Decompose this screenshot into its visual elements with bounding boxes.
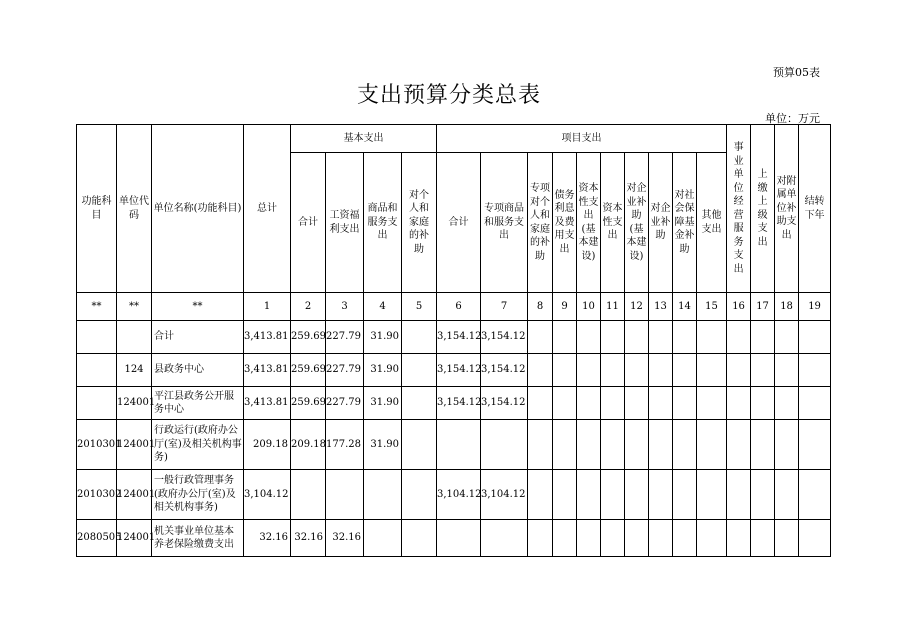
cell-proj-goods: 3,154.12 (481, 354, 528, 387)
col-proj-capital: 资本 性支 出 (601, 153, 625, 293)
cell-total: 3,413.81 (244, 387, 291, 420)
empty-cell (553, 321, 577, 354)
empty-cell (577, 321, 601, 354)
unit-label: 单位：万元 (765, 112, 820, 125)
col-proj-capital-build: 资本 性支 出 (基 本建 设) (577, 153, 601, 293)
column-number-cell: 1 (244, 293, 291, 321)
column-number-cell: 16 (727, 293, 751, 321)
empty-cell (799, 420, 831, 470)
empty-cell (751, 354, 775, 387)
empty-cell (673, 321, 697, 354)
empty-cell (727, 470, 751, 520)
cell-basic-wage (326, 470, 364, 520)
col-proj-total: 合计 (437, 153, 481, 293)
empty-cell (528, 321, 553, 354)
empty-cell (697, 321, 727, 354)
empty-cell (528, 387, 553, 420)
empty-cell (577, 387, 601, 420)
empty-cell (673, 470, 697, 520)
empty-cell (553, 387, 577, 420)
empty-cell (625, 354, 649, 387)
cell-func-code: 2010301 (77, 420, 117, 470)
cell-proj-goods (481, 420, 528, 470)
empty-cell (799, 354, 831, 387)
empty-cell (649, 387, 673, 420)
col-biz-unit: 事 业 单 位 经 营 服 务 支 出 (727, 125, 751, 293)
empty-cell (673, 387, 697, 420)
column-number-cell: 17 (751, 293, 775, 321)
empty-cell (649, 470, 673, 520)
empty-cell (402, 420, 437, 470)
cell-basic-goods (364, 520, 402, 557)
empty-cell (727, 387, 751, 420)
cell-basic-wage: 177.28 (326, 420, 364, 470)
cell-basic-total: 32.16 (291, 520, 326, 557)
empty-cell (697, 470, 727, 520)
cell-name: 县政务中心 (152, 354, 244, 387)
col-total: 总计 (244, 125, 291, 293)
col-unit-code: 单位代 码 (117, 125, 152, 293)
cell-basic-total: 259.69 (291, 321, 326, 354)
empty-cell (649, 321, 673, 354)
empty-cell (625, 321, 649, 354)
empty-cell (553, 520, 577, 557)
col-proj-social: 对社 会保 障基 金补 助 (673, 153, 697, 293)
column-number-cell: 7 (481, 293, 528, 321)
empty-cell (601, 420, 625, 470)
column-number-cell: ** (152, 293, 244, 321)
empty-cell (528, 520, 553, 557)
cell-name: 机关事业单位基本养老保险缴费支出 (152, 520, 244, 557)
empty-cell (625, 470, 649, 520)
empty-cell (727, 520, 751, 557)
empty-cell (673, 520, 697, 557)
column-number-cell: 6 (437, 293, 481, 321)
column-number-cell: 19 (799, 293, 831, 321)
empty-cell (751, 321, 775, 354)
empty-cell (727, 420, 751, 470)
column-number-cell: 5 (402, 293, 437, 321)
column-number-cell: 14 (673, 293, 697, 321)
cell-proj-total: 3,154.12 (437, 387, 481, 420)
group-basic: 基本支出 (291, 125, 437, 153)
column-number-cell: 18 (775, 293, 799, 321)
empty-cell (402, 520, 437, 557)
cell-unit-code: 124001 (117, 520, 152, 557)
cell-basic-wage: 227.79 (326, 387, 364, 420)
empty-cell (528, 420, 553, 470)
col-unit-name: 单位名称(功能科目) (152, 125, 244, 293)
cell-func-code: 2010302 (77, 470, 117, 520)
cell-name: 平江县政务公开服务中心 (152, 387, 244, 420)
empty-cell (601, 321, 625, 354)
cell-total: 3,413.81 (244, 321, 291, 354)
cell-basic-goods: 31.90 (364, 354, 402, 387)
col-proj-personal: 专项 对个 人和 家庭 的补 助 (528, 153, 553, 293)
empty-cell (751, 387, 775, 420)
column-number-cell: 12 (625, 293, 649, 321)
column-number-cell: 3 (326, 293, 364, 321)
column-number-cell: 15 (697, 293, 727, 321)
empty-cell (577, 354, 601, 387)
cell-proj-goods: 3,154.12 (481, 387, 528, 420)
cell-basic-total: 259.69 (291, 387, 326, 420)
empty-cell (649, 520, 673, 557)
column-number-cell: 10 (577, 293, 601, 321)
col-proj-other: 其他 支出 (697, 153, 727, 293)
group-project: 项目支出 (437, 125, 727, 153)
empty-cell (751, 520, 775, 557)
empty-cell (799, 387, 831, 420)
empty-cell (577, 470, 601, 520)
empty-cell (697, 387, 727, 420)
empty-cell (697, 420, 727, 470)
page-title: 支出预算分类总表 (356, 83, 541, 108)
empty-cell (601, 520, 625, 557)
empty-cell (727, 354, 751, 387)
empty-cell (799, 321, 831, 354)
empty-cell (625, 387, 649, 420)
empty-cell (402, 321, 437, 354)
column-number-cell: 9 (553, 293, 577, 321)
col-basic-total: 合计 (291, 153, 326, 293)
empty-cell (775, 321, 799, 354)
column-number-cell: ** (117, 293, 152, 321)
empty-cell (649, 420, 673, 470)
col-basic-goods: 商品和 服务支 出 (364, 153, 402, 293)
cell-proj-total: 3,104.12 (437, 470, 481, 520)
empty-cell (528, 354, 553, 387)
empty-cell (775, 470, 799, 520)
cell-total: 3,413.81 (244, 354, 291, 387)
empty-cell (601, 470, 625, 520)
cell-total: 3,104.12 (244, 470, 291, 520)
empty-cell (528, 470, 553, 520)
column-number-cell: 11 (601, 293, 625, 321)
cell-basic-wage: 227.79 (326, 354, 364, 387)
cell-unit-code: 124 (117, 354, 152, 387)
cell-name: 合计 (152, 321, 244, 354)
cell-proj-goods (481, 520, 528, 557)
cell-basic-total: 259.69 (291, 354, 326, 387)
cell-name: 行政运行(政府办公厅(室)及相关机构事务) (152, 420, 244, 470)
empty-cell (553, 470, 577, 520)
cell-total: 32.16 (244, 520, 291, 557)
column-number-cell: ** (77, 293, 117, 321)
empty-cell (673, 354, 697, 387)
cell-basic-goods: 31.90 (364, 420, 402, 470)
table-row (77, 420, 831, 470)
cell-proj-total: 3,154.12 (437, 354, 481, 387)
empty-cell (601, 387, 625, 420)
col-carry: 结转 下年 (799, 125, 831, 293)
table-row (77, 387, 831, 420)
column-number-cell: 8 (528, 293, 553, 321)
form-number: 预算05表 (773, 66, 820, 79)
cell-proj-total (437, 520, 481, 557)
col-upper: 上 缴 上 级 支 出 (751, 125, 775, 293)
cell-func-code (77, 354, 117, 387)
empty-cell (751, 420, 775, 470)
table-row (77, 321, 831, 354)
column-number-row (77, 293, 831, 321)
cell-basic-total (291, 470, 326, 520)
empty-cell (402, 354, 437, 387)
empty-cell (697, 520, 727, 557)
cell-unit-code (117, 321, 152, 354)
cell-basic-goods: 31.90 (364, 387, 402, 420)
table-row (77, 470, 831, 520)
cell-func-code (77, 387, 117, 420)
empty-cell (601, 354, 625, 387)
col-proj-debt: 债务 利息 及费 用支 出 (553, 153, 577, 293)
col-affiliate: 对附 属单 位补 助支 出 (775, 125, 799, 293)
cell-basic-wage: 227.79 (326, 321, 364, 354)
empty-cell (625, 420, 649, 470)
empty-cell (775, 520, 799, 557)
col-proj-goods: 专项商品 和服务支 出 (481, 153, 528, 293)
empty-cell (775, 387, 799, 420)
col-basic-personal: 对个 人和 家庭 的补 助 (402, 153, 437, 293)
empty-cell (799, 470, 831, 520)
cell-basic-goods (364, 470, 402, 520)
empty-cell (649, 354, 673, 387)
cell-proj-goods: 3,104.12 (481, 470, 528, 520)
cell-total: 209.18 (244, 420, 291, 470)
column-number-cell: 13 (649, 293, 673, 321)
cell-proj-total (437, 420, 481, 470)
empty-cell (799, 520, 831, 557)
column-number-cell: 4 (364, 293, 402, 321)
empty-cell (697, 354, 727, 387)
table-row (77, 354, 831, 387)
column-number-cell: 2 (291, 293, 326, 321)
col-proj-ent-build: 对企 业补 助 (基 本建 设) (625, 153, 649, 293)
cell-func-code: 2080505 (77, 520, 117, 557)
cell-name: 一般行政管理事务(政府办公厅(室)及相关机构事务) (152, 470, 244, 520)
empty-cell (553, 420, 577, 470)
cell-basic-goods: 31.90 (364, 321, 402, 354)
empty-cell (775, 420, 799, 470)
empty-cell (577, 520, 601, 557)
cell-unit-code: 124001 (117, 387, 152, 420)
empty-cell (402, 470, 437, 520)
cell-basic-total: 209.18 (291, 420, 326, 470)
empty-cell (727, 321, 751, 354)
cell-proj-total: 3,154.12 (437, 321, 481, 354)
table-row (77, 520, 831, 557)
empty-cell (775, 354, 799, 387)
cell-unit-code: 124001 (117, 470, 152, 520)
cell-unit-code: 124001 (117, 420, 152, 470)
empty-cell (751, 470, 775, 520)
budget-table (76, 124, 831, 557)
col-proj-ent: 对企 业补 助 (649, 153, 673, 293)
empty-cell (402, 387, 437, 420)
col-basic-wage: 工资福 利支出 (326, 153, 364, 293)
cell-func-code (77, 321, 117, 354)
empty-cell (553, 354, 577, 387)
empty-cell (577, 420, 601, 470)
col-func-code: 功能科 目 (77, 125, 117, 293)
empty-cell (673, 420, 697, 470)
cell-proj-goods: 3,154.12 (481, 321, 528, 354)
empty-cell (625, 520, 649, 557)
cell-basic-wage: 32.16 (326, 520, 364, 557)
